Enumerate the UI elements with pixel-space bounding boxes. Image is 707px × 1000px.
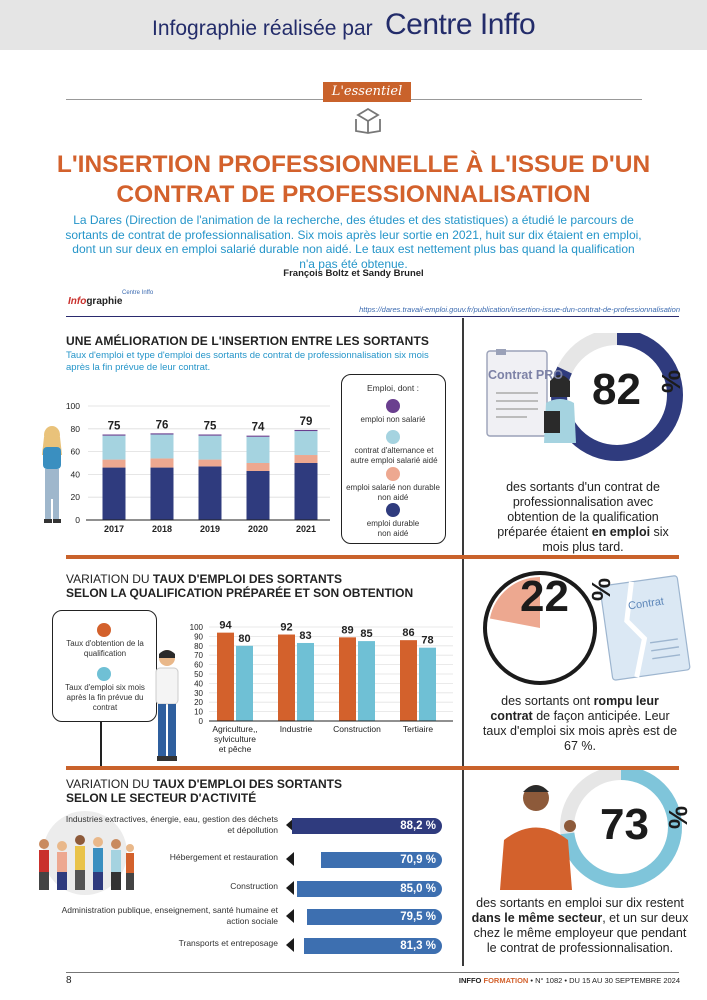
chart3-arrow — [286, 881, 294, 895]
chart1-xtick: 2019 — [199, 524, 221, 534]
chart3-category-label: Administration publique, enseignement, santé humaine et action sociale — [61, 905, 278, 926]
legend-label-non-salarie: emploi non salarié — [360, 415, 426, 424]
chart3-category-label: Transports et entreposage — [178, 938, 278, 948]
stat3-value: 73 — [600, 800, 649, 849]
chart1-bar-segment — [151, 458, 174, 467]
stat2-text-before: des sortants ont — [501, 694, 594, 708]
chart1-bar-segment — [199, 435, 222, 436]
chart3-value-label: 70,9 % — [400, 854, 436, 866]
chart2-ytick: 90 — [194, 632, 203, 642]
brand-logo: Centre Inffo — [385, 8, 536, 41]
chart1-bar-segment — [295, 463, 318, 520]
stat2-text — [480, 694, 680, 754]
footer-issue — [380, 976, 680, 985]
chart1-xtick: 2018 — [151, 524, 173, 534]
stat3-unit: % — [663, 806, 693, 830]
chart1-bar-segment — [103, 460, 126, 468]
legend-label-durable: emploi durable non aidé — [366, 519, 420, 538]
chart1-employment-bar-chart — [60, 390, 350, 540]
chart1-bar-segment — [247, 437, 270, 463]
legend-label-emploi: Taux d'emploi six mois après la fin prévue du contrat — [65, 683, 145, 712]
legend-swatch-emploi — [97, 667, 111, 681]
chart1-bar-segment — [199, 436, 222, 460]
stat3-illustration — [478, 770, 693, 890]
footer-issue-text: • N° 1082 • DU 15 AU 30 SEPTEMBRE 2024 — [528, 976, 680, 985]
chart3-value-label: 88,2 % — [400, 820, 436, 832]
chart1-bar-segment — [103, 468, 126, 520]
chart2-xtick: Industrie — [279, 724, 313, 734]
stat1-value: 82 — [592, 365, 641, 414]
infographie-logo-word1: Info — [68, 296, 87, 307]
chart3-bar — [307, 909, 442, 925]
legend-swatch-non-salarie — [386, 399, 400, 413]
chart3-bar — [292, 818, 442, 834]
stat1-unit: % — [656, 370, 686, 394]
chart3-category-label: Industries extractives, énergie, eau, gestion des déchets et dépollution — [65, 814, 278, 835]
chart1-total-label: 76 — [155, 419, 169, 432]
chart1-bar-segment — [295, 431, 318, 455]
section-rule-1 — [66, 555, 679, 559]
chart3-title-prefix: VARIATION DU — [66, 777, 153, 791]
infographie-logo-word2: graphie — [86, 296, 123, 307]
chart2-title-bold: TAUX D'EMPLOI DES SORTANTS — [152, 572, 342, 586]
stat2-text-after: de façon anticipée. Leur taux d'emploi six mois après est de 67 %. — [482, 709, 678, 753]
chart1-bar-segment — [151, 433, 174, 434]
chart3-arrow — [286, 852, 294, 866]
chart2-value-label: 78 — [421, 634, 434, 647]
chart2-ytick: 80 — [194, 641, 203, 651]
legend-swatch-alternance — [386, 430, 400, 444]
chart3-value-label: 79,5 % — [400, 911, 436, 923]
chart3-bar — [297, 881, 442, 897]
legend-swatch-obtention — [97, 623, 111, 637]
chart1-ytick: 0 — [75, 515, 80, 525]
chart1-bar-segment — [199, 460, 222, 467]
chart1-ytick: 20 — [70, 492, 80, 503]
chart3-value-label: 81,3 % — [400, 940, 436, 952]
chart3-sector-bar-chart — [60, 814, 460, 968]
stat1-text-bold: en emploi — [591, 525, 651, 539]
chart1-total-label: 75 — [107, 420, 121, 433]
stat1-doc-label: Contrat PRO — [488, 368, 563, 382]
chart2-title — [66, 572, 413, 600]
chart2-bar — [339, 637, 356, 721]
man-illustration — [147, 648, 187, 766]
chart1-subtitle: Taux d'emploi et type d'emploi des sortants de contrat de professionnalisation six mois après la fin prévue de leur contrat. — [66, 350, 429, 373]
chart1-xtick: 2020 — [247, 524, 269, 534]
chart3-title-bold: TAUX D'EMPLOI DES SORTANTS — [152, 777, 342, 791]
chart2-value-label: 85 — [360, 628, 373, 641]
chart3-category-label: Construction — [230, 881, 278, 891]
source-url[interactable]: https://dares.travail-emploi.gouv.fr/publication/insertion-issue-dun-contrat-de-professionnalisation — [359, 305, 680, 314]
vertical-divider — [462, 318, 464, 966]
legend-label-non-durable: emploi salarié non durable non aidé — [346, 483, 440, 502]
chart2-xtick: Tertiaire — [402, 724, 434, 734]
chart2-value-label: 89 — [341, 624, 354, 637]
chart2-title-prefix: VARIATION DU — [66, 572, 153, 586]
chart2-bar — [419, 648, 436, 721]
chart1-ytick: 100 — [65, 401, 80, 411]
chart2-xtick: Agriculture,, sylviculture et pêche — [212, 724, 258, 754]
infographie-logo — [68, 296, 122, 307]
footer-rule — [66, 972, 679, 973]
stat1-text-after: six mois plus tard. — [542, 525, 669, 554]
chart2-title-line2: SELON LA QUALIFICATION PRÉPARÉE ET SON OBTENTION — [66, 586, 414, 600]
stat1-text — [488, 480, 678, 555]
chart2-ytick: 0 — [198, 717, 203, 726]
chart2-ytick: 100 — [189, 623, 203, 632]
url-rule — [66, 316, 679, 317]
chart2-bar — [217, 633, 234, 721]
chart2-bar — [358, 641, 375, 721]
chart2-bar — [278, 635, 295, 721]
chart1-legend-title: Emploi, dont : — [367, 383, 419, 393]
legend-label-obtention: Taux d'obtention de la qualification — [66, 639, 144, 658]
chart3-bar — [304, 938, 442, 954]
page-title: L'INSERTION PROFESSIONNELLE À L'ISSUE D'UN CONTRAT DE PROFESSIONNALISATION — [56, 151, 651, 208]
footer-brand-a: INFFO — [458, 976, 484, 985]
chart1-bar-segment — [247, 436, 270, 437]
stat2-value: 22 — [520, 572, 569, 621]
chart1-ytick: 60 — [70, 446, 80, 457]
chart1-bar-segment — [199, 466, 222, 520]
chart1-total-label: 75 — [203, 420, 217, 433]
chart2-ytick: 70 — [194, 651, 203, 661]
chart1-bar-segment — [247, 471, 270, 520]
legend-connector — [100, 722, 102, 766]
chart2-ytick: 10 — [194, 707, 203, 717]
chart1-bar-segment — [151, 435, 174, 459]
chart2-value-label: 94 — [219, 619, 232, 632]
chart3-arrow — [286, 938, 294, 952]
centre-inffo-small-logo: Centre Inffo — [122, 290, 154, 296]
chart1-bar-segment — [247, 463, 270, 471]
stat3-text-before: des sortants en emploi sur dix restent — [476, 896, 684, 910]
chart3-title-line2: SELON LE SECTEUR D'ACTIVITÉ — [66, 791, 257, 805]
chart1-bar-segment — [103, 436, 126, 460]
chart2-bar — [297, 643, 314, 721]
chart1-total-label: 79 — [299, 415, 313, 428]
stat2-doc-label: Contrat — [627, 595, 665, 613]
legend-swatch-non-durable — [386, 467, 400, 481]
chart3-category-label: Hébergement et restauration — [169, 852, 278, 862]
section-tag: L'essentiel — [323, 82, 411, 102]
chart2-qualification-bar-chart — [183, 605, 458, 770]
chart3-value-label: 85,0 % — [400, 883, 436, 895]
chart1-total-label: 74 — [251, 421, 265, 434]
stat3-text-bold: dans le même secteur — [471, 911, 603, 925]
chart1-title: UNE AMÉLIORATION DE L'INSERTION ENTRE LES SORTANTS — [66, 334, 429, 348]
chart3-bar — [321, 852, 442, 868]
chart1-xtick: 2017 — [103, 524, 125, 534]
chart2-ytick: 20 — [194, 698, 203, 708]
chart2-value-label: 86 — [402, 627, 415, 640]
chart2-value-label: 83 — [299, 629, 312, 642]
chart2-ytick: 40 — [194, 679, 203, 689]
chart3-arrow — [286, 909, 294, 923]
chart1-bar-segment — [295, 430, 318, 431]
chart1-bar-segment — [295, 455, 318, 463]
stat1-text-before: des sortants d'un contrat de professionnalisation avec obtention de la qualification préparée étaient — [497, 480, 660, 539]
stat2-text-bold: rompu leur contrat — [490, 694, 659, 723]
chart1-ytick: 80 — [70, 423, 80, 434]
legend-label-alternance: contrat d'alternance et autre emploi salarié aidé — [350, 446, 438, 465]
chart1-xtick: 2021 — [295, 524, 317, 534]
chart2-ytick: 30 — [194, 688, 203, 698]
chart2-value-label: 92 — [280, 621, 293, 634]
banner-credit: Infographie réalisée par — [152, 17, 373, 40]
chart2-ytick: 60 — [194, 660, 203, 670]
chart1-ytick: 40 — [70, 469, 80, 480]
chart2-legend — [52, 610, 157, 722]
legend-swatch-durable — [386, 503, 400, 517]
stat1-illustration — [482, 333, 692, 478]
page-number: 8 — [66, 975, 72, 986]
authors: François Boltz et Sandy Brunel — [283, 268, 424, 279]
stat3-text — [470, 896, 690, 956]
chart3-title — [66, 777, 342, 805]
stat2-unit: % — [586, 578, 616, 602]
chart2-xtick: Construction — [333, 724, 381, 734]
chart1-bar-segment — [151, 468, 174, 520]
book-icon — [352, 107, 384, 135]
chart1-legend — [341, 374, 446, 544]
intro-text: La Dares (Direction de l'animation de la recherche, des études et des statistiques) a étudié le parcours de sortants de contrat de professionnalisation. Six mois après leur sortie en 2021, huit sur dix étaient en emploi, dont un sur deux en emploi salarié durable non aidé. Le taux est nettement plus bas quand la qualification n'a pas été obtenue. — [65, 213, 642, 271]
chart2-bar — [400, 640, 417, 721]
chart2-ytick: 50 — [194, 670, 203, 679]
stat3-text-after: , et un sur deux chez le même employeur que pendant le contrat de professionnalisation. — [473, 911, 689, 955]
chart2-bar — [236, 646, 253, 721]
footer-brand-b: FORMATION — [483, 976, 529, 985]
chart2-value-label: 80 — [238, 632, 251, 645]
chart1-bar-segment — [103, 435, 126, 436]
